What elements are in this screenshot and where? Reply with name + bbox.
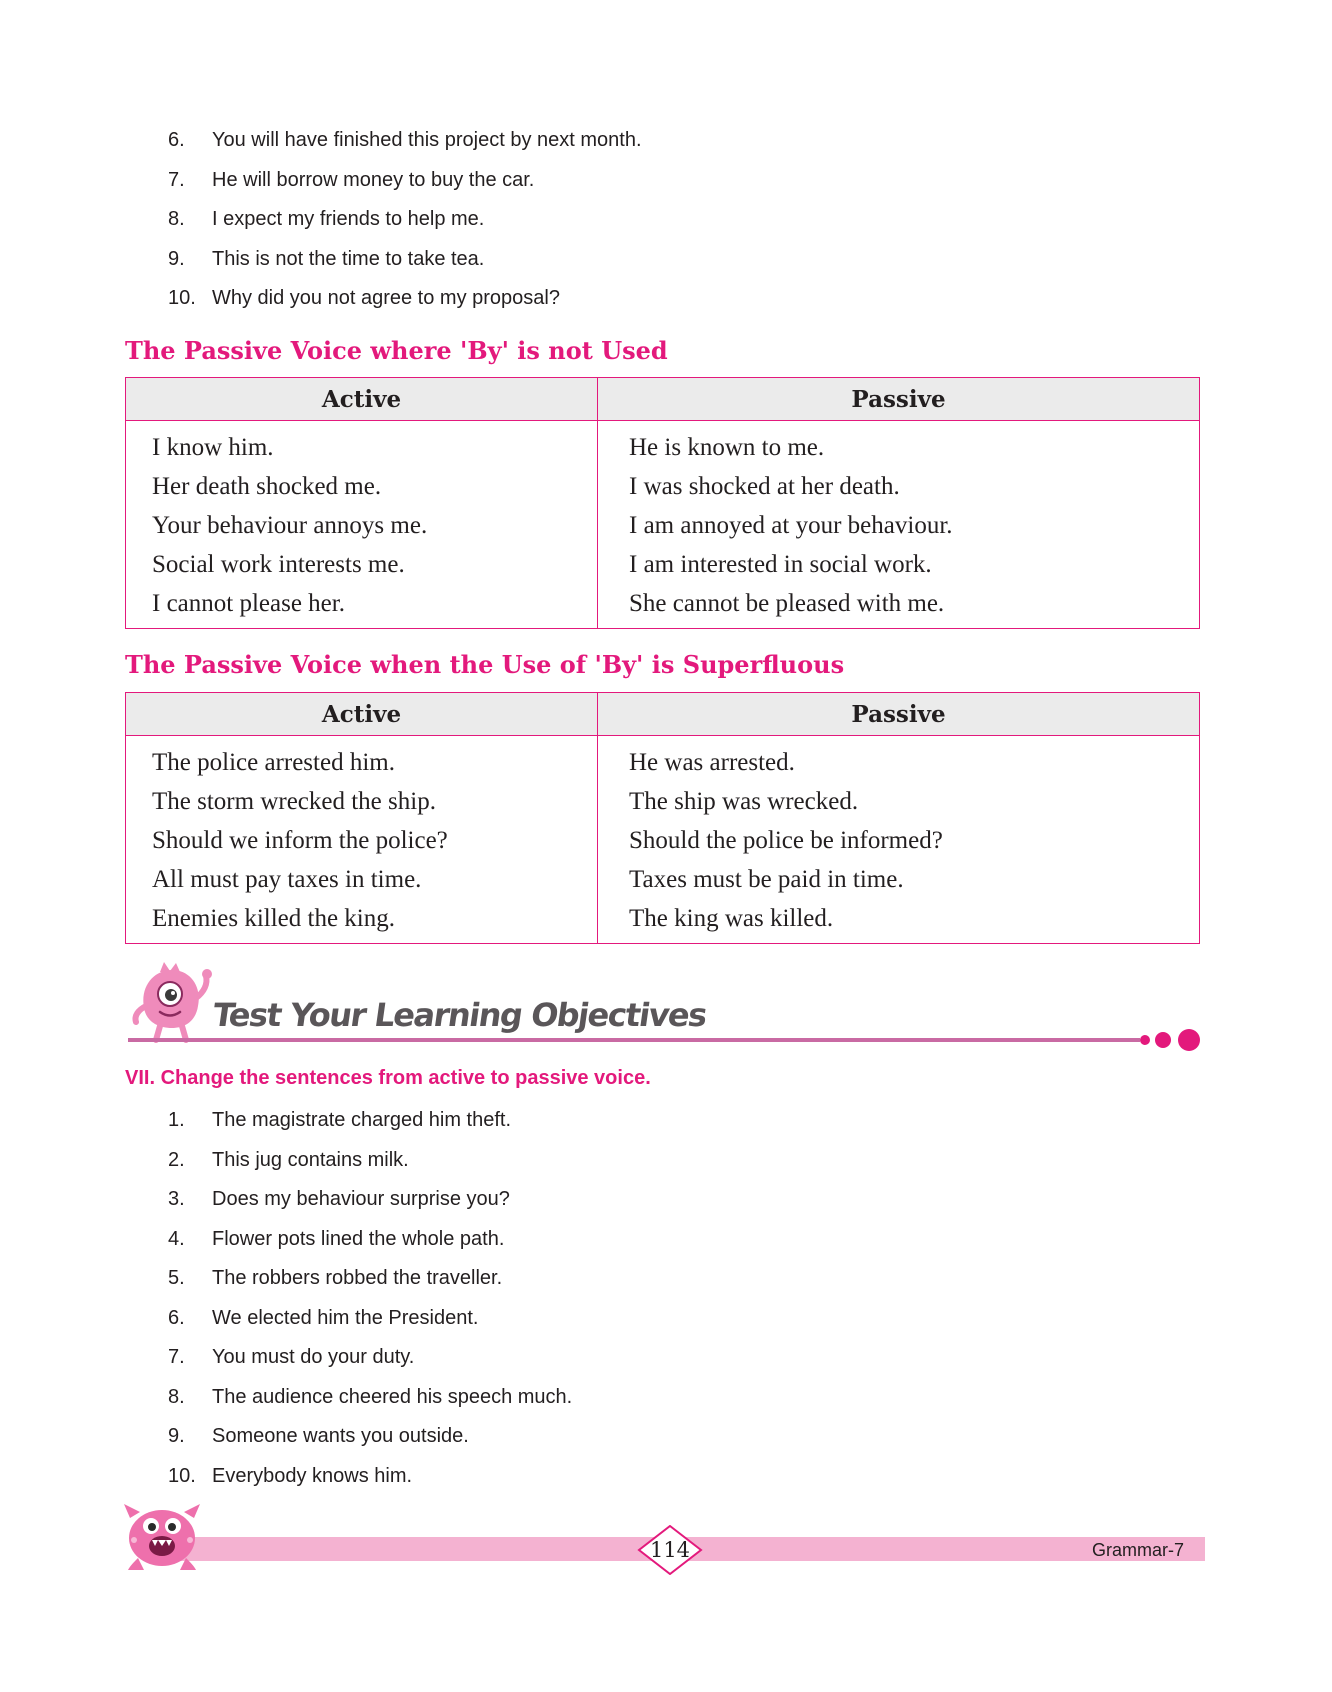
voice-table-by-not-used [125, 377, 1200, 629]
section-heading-by-superfluous: The Passive Voice when the Use of 'By' is Superfluous [125, 650, 845, 679]
test-your-learning-title: Test Your Learning Objectives [210, 996, 709, 1034]
list-item: 10. Everybody knows him. [168, 1464, 413, 1487]
list-item: 3. Does my behaviour surprise you? [168, 1188, 510, 1210]
passive-sentence: I am interested in social work. [629, 551, 932, 578]
list-item: 6. You will have finished this project by next month. [168, 129, 642, 151]
active-sentence: Social work interests me. [152, 551, 405, 578]
active-column-header: Active [126, 693, 598, 736]
active-sentence: Should we inform the police? [152, 827, 448, 854]
banner-rule [128, 1038, 1140, 1042]
section-heading-by-not-used: The Passive Voice where 'By' is not Used [125, 336, 668, 365]
passive-sentence: Should the police be informed? [629, 827, 943, 854]
active-sentences-cell [126, 421, 598, 629]
active-column-header: Active [126, 378, 598, 421]
active-sentence: The storm wrecked the ship. [152, 788, 436, 815]
list-item: 8. The audience cheered his speech much. [168, 1385, 573, 1408]
active-sentences-cell [126, 736, 598, 944]
list-item: 10. Why did you not agree to my proposal? [168, 287, 560, 309]
passive-column-header: Passive [598, 378, 1200, 421]
passive-sentence: Taxes must be paid in time. [629, 866, 904, 893]
passive-sentence: I was shocked at her death. [629, 473, 900, 500]
list-item: 9. This is not the time to take tea. [168, 247, 485, 270]
book-title: Grammar-7 [1092, 1540, 1185, 1560]
passive-sentence: The king was killed. [629, 905, 834, 932]
list-item: 6. We elected him the President. [168, 1306, 479, 1329]
list-item: 1. The magistrate charged him theft. [168, 1109, 512, 1131]
active-sentence: The police arrested him. [152, 749, 395, 776]
passive-column-header: Passive [598, 693, 1200, 736]
banner-dot [1140, 1035, 1150, 1045]
voice-table-by-superfluous [125, 692, 1200, 944]
exercise-heading: VII. Change the sentences from active to passive voice. [125, 1067, 651, 1089]
passive-sentence: She cannot be pleased with me. [629, 590, 945, 617]
passive-sentence: He was arrested. [629, 749, 795, 776]
page-number: 114 [649, 1538, 691, 1562]
top-sentence-list [168, 128, 642, 326]
exercise-list [168, 1108, 572, 1503]
passive-sentences-cell [598, 736, 1200, 944]
banner-dot [1155, 1032, 1171, 1048]
monster-icon [122, 1500, 202, 1572]
list-item: 9. Someone wants you outside. [168, 1425, 469, 1447]
passive-sentence: I am annoyed at your behaviour. [629, 512, 953, 539]
passive-sentence: The ship was wrecked. [629, 788, 859, 815]
active-sentence: Your behaviour annoys me. [152, 512, 428, 539]
list-item: 5. The robbers robbed the traveller. [168, 1267, 503, 1289]
passive-sentence: He is known to me. [629, 434, 825, 461]
active-sentence: I know him. [152, 434, 274, 461]
list-item: 8. I expect my friends to help me. [168, 208, 485, 230]
passive-sentences-cell [598, 421, 1200, 629]
active-sentence: All must pay taxes in time. [152, 866, 422, 893]
mascot-icon [130, 962, 216, 1044]
active-sentence: I cannot please her. [152, 590, 345, 617]
list-item: 4. Flower pots lined the whole path. [168, 1227, 505, 1250]
active-sentence: Enemies killed the king. [152, 905, 396, 932]
list-item: 2. This jug contains milk. [168, 1148, 409, 1171]
active-sentence: Her death shocked me. [152, 473, 382, 500]
list-item: 7. You must do your duty. [168, 1346, 415, 1368]
banner-dot [1178, 1029, 1200, 1051]
list-item: 7. He will borrow money to buy the car. [168, 168, 535, 191]
